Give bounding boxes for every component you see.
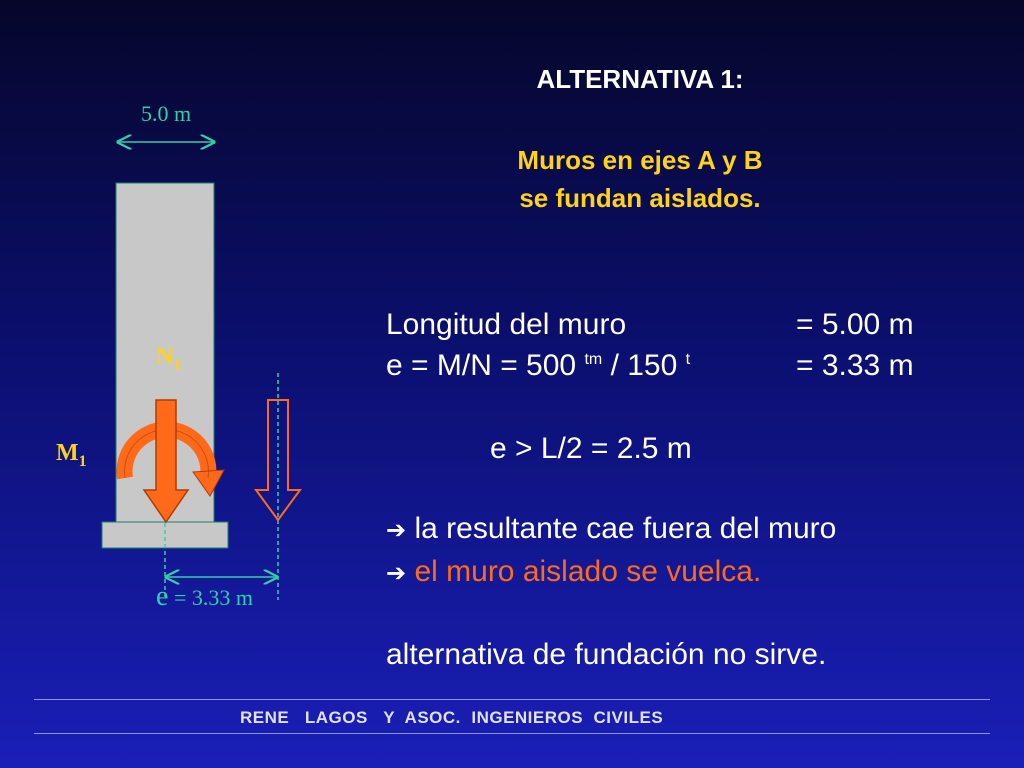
bullet-2-text: el muro aislado se vuelca.	[414, 555, 762, 588]
eccentricity-divisor: / 150	[602, 349, 686, 382]
subtitle-line-2: se fundan aislados.	[519, 183, 761, 213]
row-length-label: Longitud del muro	[386, 308, 627, 341]
footer-rule-bottom	[34, 733, 990, 734]
moment-label: $M_1$	[56, 440, 87, 470]
bullet-1	[386, 512, 836, 546]
eccentricity-formula: e = M/N = 500	[386, 349, 585, 382]
row-length-value: = 5.00 m	[796, 308, 914, 341]
subtitle-line-1: Muros en ejes A y B	[517, 145, 763, 175]
bullet-1-text: la resultante cae fuera del muro	[414, 512, 837, 545]
arrow-right-icon: ➔	[386, 516, 407, 544]
slide-title: ALTERNATIVA 1:	[536, 64, 744, 94]
row-eccentricity-value: = 3.33 m	[796, 349, 914, 382]
row-eccentricity-label	[386, 349, 690, 383]
bullet-2	[386, 555, 761, 589]
footer-rule-top	[34, 699, 990, 700]
axial-force-label: $N_1$	[156, 344, 182, 374]
footer-text: RENE LAGOS Y ASOC. INGENIEROS CIVILES	[240, 708, 664, 727]
unit-tm: tm	[584, 351, 603, 368]
condition-text: e > L/2 = 2.5 m	[490, 432, 692, 465]
width-dimension-label: 5.0 m	[140, 101, 192, 126]
conclusion-text: alternativa de fundación no sirve.	[386, 638, 827, 671]
unit-t: t	[685, 351, 691, 368]
eccentricity-dimension-label: e = 3.33 m	[156, 581, 253, 612]
wall-diagram	[0, 0, 380, 620]
arrow-right-icon: ➔	[386, 559, 407, 587]
